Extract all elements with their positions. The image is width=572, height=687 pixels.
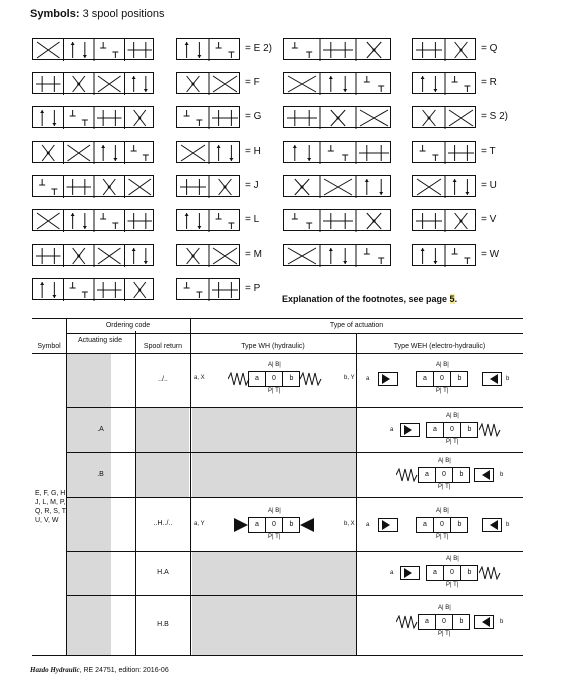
symbol-label: = P — [245, 283, 261, 294]
header-type-of-actuation: Type of actuation — [329, 322, 384, 329]
spool-symbol — [412, 38, 476, 60]
port-label-a: a — [390, 427, 394, 433]
symbol-label: = H — [245, 146, 261, 157]
spring-icon — [396, 468, 418, 482]
port-label-b: b — [500, 472, 504, 478]
spool-symbol — [283, 141, 391, 163]
valve-body — [416, 517, 468, 533]
valve-position-label: 0 — [434, 518, 451, 532]
port-label-top: A| B| — [436, 508, 449, 514]
symbol-label: = M — [245, 249, 262, 260]
symbol-label: = T — [481, 146, 496, 157]
spool-symbol — [176, 141, 240, 163]
valve-body — [248, 371, 300, 387]
spool-symbol — [32, 38, 154, 60]
spool-symbol — [176, 278, 240, 300]
actuating-side-value: .A — [97, 425, 104, 433]
port-label-bottom: P| T| — [268, 388, 281, 394]
port-label-bottom: P| T| — [436, 388, 449, 394]
solenoid-actuator-icon — [378, 372, 398, 386]
valve-position-label: a — [249, 518, 266, 532]
symbol-list-item: E, F, G, H, — [35, 490, 68, 497]
footnote-dot: . — [454, 294, 458, 304]
valve-body — [426, 422, 478, 438]
symbol-label: = G — [245, 111, 262, 122]
valve-position-label: b — [467, 426, 472, 433]
spool-symbol — [176, 209, 240, 231]
port-label-bottom: P| T| — [438, 484, 451, 490]
spool-symbol — [176, 106, 240, 128]
spring-icon — [479, 423, 501, 437]
valve-position-label: b — [459, 471, 464, 478]
symbol-list-item: J, L, M, P, — [35, 499, 66, 506]
valve-position-label: 0 — [444, 566, 461, 580]
symbol-label: = F — [245, 77, 260, 88]
spool-return-value: ../.. — [158, 376, 168, 383]
spool-symbol — [32, 278, 154, 300]
port-label-ay: a, Y — [194, 521, 205, 527]
spool-symbol — [412, 141, 476, 163]
port-label-bottom: P| T| — [446, 582, 459, 588]
port-label-by: b, Y — [344, 375, 355, 381]
port-label-bottom: P| T| — [446, 439, 459, 445]
spool-symbol — [32, 141, 154, 163]
header-actuating-side: Actuating side — [78, 337, 122, 344]
port-label-top: A| B| — [436, 362, 449, 368]
footer-text: , RE 24751, edition: 2016-06 — [79, 667, 169, 674]
solenoid-actuator-icon — [474, 615, 494, 629]
spool-symbol — [32, 175, 154, 197]
solenoid-actuator-icon — [400, 566, 420, 580]
spool-return-value: H.A — [157, 569, 169, 576]
valve-position-label: a — [427, 423, 444, 437]
spool-symbol — [283, 209, 391, 231]
port-label-b: b — [506, 376, 510, 382]
footer — [30, 666, 169, 674]
symbol-label: = S 2) — [481, 111, 508, 122]
symbol-list-item: U, V, W — [35, 517, 59, 524]
symbol-label: = W — [481, 249, 500, 260]
port-label-top: A| B| — [446, 413, 459, 419]
port-label-top: A| B| — [438, 458, 451, 464]
symbol-label: = U — [481, 180, 497, 191]
spool-symbol — [176, 72, 240, 94]
spring-icon — [228, 372, 250, 386]
solenoid-actuator-icon — [378, 518, 398, 532]
solenoid-actuator-icon — [400, 423, 420, 437]
spool-symbol — [412, 244, 476, 266]
port-label-a: a — [390, 570, 394, 576]
valve-body — [418, 614, 470, 630]
symbol-list-item: Q, R, S, T, — [35, 508, 68, 515]
valve-position-label: a — [419, 468, 436, 482]
port-label-a: a — [366, 522, 370, 528]
port-label-ax: a, X — [194, 375, 205, 381]
heading-label: Symbols: — [30, 8, 80, 20]
footnote-text: Explanation of the footnotes, see page — [282, 294, 448, 304]
valve-body — [248, 517, 300, 533]
port-label-top: A| B| — [268, 508, 281, 514]
spool-symbol — [32, 209, 154, 231]
valve-position-label: b — [289, 375, 294, 382]
spool-symbol — [176, 175, 240, 197]
spool-symbol — [283, 106, 391, 128]
port-label-b: b — [506, 522, 510, 528]
heading-text: 3 spool positions — [82, 8, 165, 20]
valve-position-label: b — [289, 521, 294, 528]
gray-cell-side-0 — [66, 353, 111, 655]
valve-position-label: b — [467, 569, 472, 576]
valve-position-label: a — [417, 372, 434, 386]
spool-symbol — [412, 106, 476, 128]
header-symbol: Symbol — [37, 343, 61, 350]
hydraulic-pilot-icon — [234, 518, 248, 532]
spool-return-value: H.B — [157, 621, 169, 628]
hydraulic-pilot-icon — [300, 518, 314, 532]
spool-symbol — [412, 175, 476, 197]
spool-symbol — [32, 106, 154, 128]
spool-symbol — [412, 209, 476, 231]
footnote-note — [282, 294, 457, 304]
port-label-top: A| B| — [438, 605, 451, 611]
symbol-list — [35, 489, 67, 525]
port-label-bottom: P| T| — [268, 534, 281, 540]
solenoid-actuator-icon — [482, 518, 502, 532]
valve-position-label: a — [419, 615, 436, 629]
symbol-label: = E 2) — [245, 43, 272, 54]
valve-position-label: 0 — [444, 423, 461, 437]
spring-icon — [300, 372, 322, 386]
port-label-top: A| B| — [268, 362, 281, 368]
actuating-side-value: .B — [97, 470, 104, 478]
actuation-table — [32, 318, 523, 656]
spring-icon — [479, 566, 501, 580]
solenoid-actuator-icon — [474, 468, 494, 482]
valve-position-label: b — [459, 618, 464, 625]
spool-symbol — [176, 244, 240, 266]
spring-icon — [396, 615, 418, 629]
spool-symbol — [412, 72, 476, 94]
symbol-label: = L — [245, 214, 260, 225]
port-label-bx: b, X — [344, 521, 355, 527]
spool-symbol — [32, 244, 154, 266]
valve-position-label: 0 — [436, 468, 453, 482]
header-wh: Type WH (hydraulic) — [241, 343, 305, 350]
header-weh: Type WEH (electro-hydraulic) — [393, 343, 486, 350]
symbol-label: = J — [245, 180, 259, 191]
valve-position-label: 0 — [266, 518, 283, 532]
spool-symbol — [176, 38, 240, 60]
valve-position-label: 0 — [266, 372, 283, 386]
port-label-top: A| B| — [446, 556, 459, 562]
header-spool-return: Spool return — [143, 343, 183, 350]
symbol-label: = V — [481, 214, 497, 225]
valve-position-label: 0 — [434, 372, 451, 386]
spool-symbol — [32, 72, 154, 94]
footnote-page: 5 — [449, 294, 455, 304]
port-label-b: b — [500, 619, 504, 625]
valve-body — [416, 371, 468, 387]
spool-symbol — [283, 175, 391, 197]
solenoid-actuator-icon — [482, 372, 502, 386]
valve-position-label: a — [249, 372, 266, 386]
gray-cell-wh-b — [192, 551, 356, 655]
spool-return-value: ..H../.. — [153, 520, 173, 527]
valve-body — [418, 467, 470, 483]
valve-position-label: b — [457, 375, 462, 382]
spool-symbol — [283, 72, 391, 94]
symbol-label: = R — [481, 77, 497, 88]
valve-position-label: a — [427, 566, 444, 580]
spool-symbol — [283, 244, 391, 266]
port-label-bottom: P| T| — [438, 631, 451, 637]
valve-position-label: 0 — [436, 615, 453, 629]
port-label-a: a — [366, 376, 370, 382]
valve-position-label: b — [457, 521, 462, 528]
valve-position-label: a — [417, 518, 434, 532]
valve-body — [426, 565, 478, 581]
spool-symbol — [283, 38, 391, 60]
header-ordering-code: Ordering code — [105, 322, 151, 329]
symbol-label: = Q — [481, 43, 498, 54]
footer-brand: Hazdo Hydraulic — [30, 666, 80, 674]
section-heading — [30, 8, 165, 20]
port-label-bottom: P| T| — [436, 534, 449, 540]
